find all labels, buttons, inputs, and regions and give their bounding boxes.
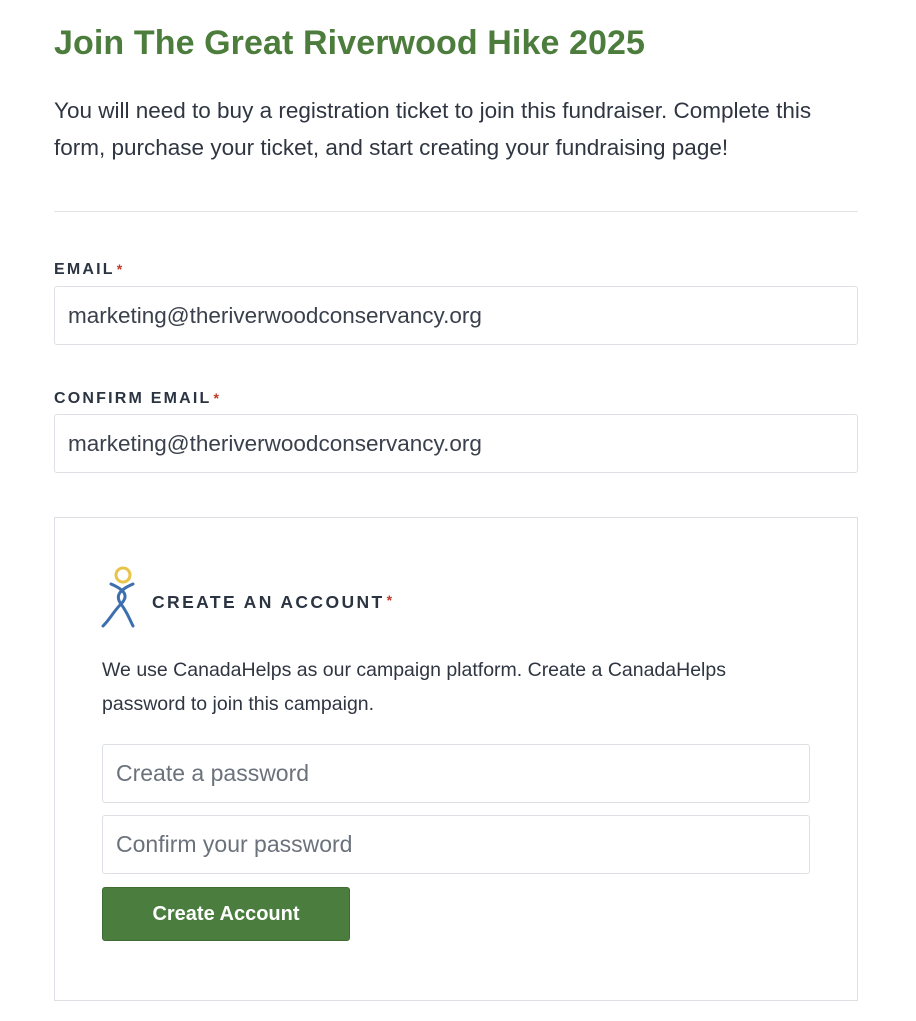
required-asterisk: * bbox=[213, 390, 219, 406]
create-account-button[interactable]: Create Account bbox=[102, 887, 350, 941]
confirm-password-field[interactable] bbox=[102, 815, 810, 874]
account-description: We use CanadaHelps as our campaign platform. Create a CanadaHelps password to join this campaign. bbox=[102, 659, 726, 715]
confirm-email-label-text: CONFIRM EMAIL bbox=[54, 390, 212, 407]
section-divider bbox=[54, 211, 858, 212]
password-field[interactable] bbox=[102, 744, 810, 803]
create-account-heading bbox=[152, 592, 392, 613]
confirm-email-field[interactable] bbox=[54, 414, 858, 473]
create-account-heading-text: CREATE AN ACCOUNT bbox=[152, 592, 385, 612]
confirm-email-label bbox=[54, 390, 219, 408]
intro-text: You will need to buy a registration ticket to join this fundraiser. Complete this form, purchase your ticket, and start creating your fundraising page! bbox=[54, 98, 812, 160]
email-field[interactable] bbox=[54, 286, 858, 345]
email-label bbox=[54, 261, 122, 279]
create-account-panel bbox=[54, 517, 858, 1001]
email-label-text: EMAIL bbox=[54, 261, 115, 278]
required-asterisk: * bbox=[116, 261, 123, 277]
page-title: Join The Great Riverwood Hike 2025 bbox=[54, 24, 646, 62]
canadahelps-logo-icon bbox=[101, 566, 141, 630]
required-asterisk: * bbox=[386, 592, 393, 608]
